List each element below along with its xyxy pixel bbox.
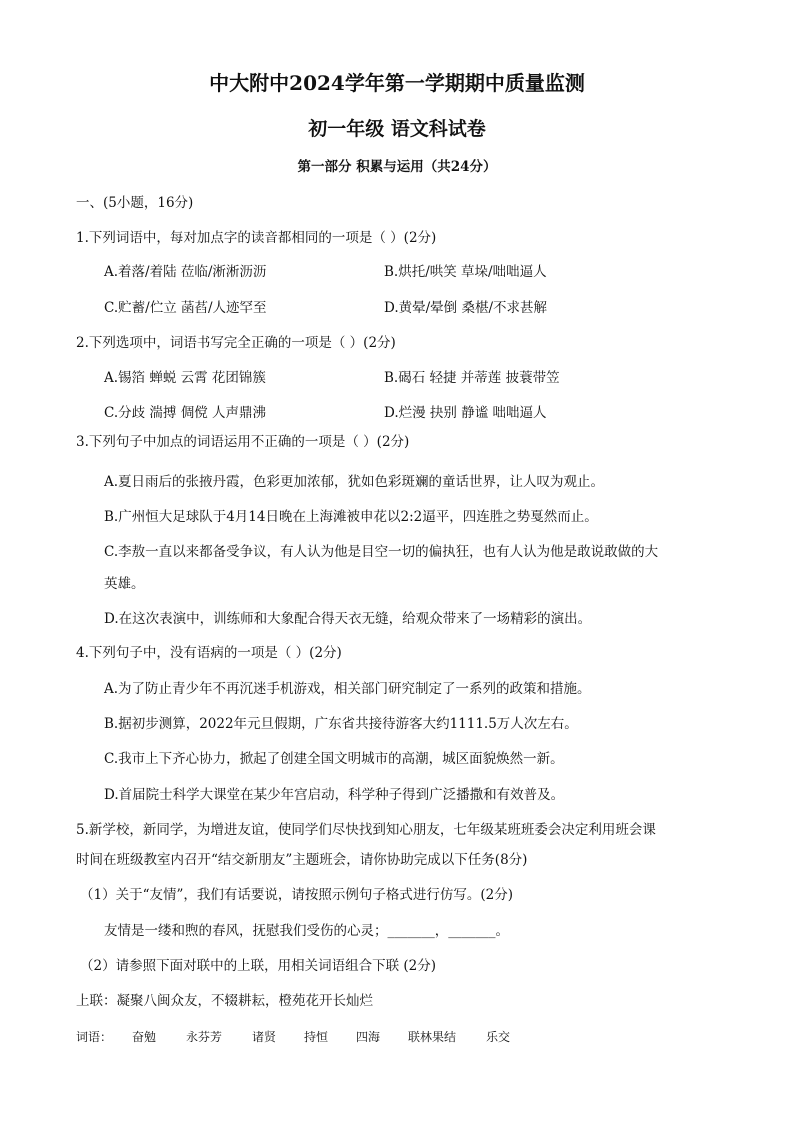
section-heading: 一、(5小题，16分) <box>76 195 194 211</box>
q3-option-a: A.夏日雨后的张掖丹霞，色彩更加浓郁，犹如色彩斑斓的童话世界，让人叹为观止。 <box>104 474 605 490</box>
q3-option-b: B.广州恒大足球队于4月14日晚在上海滩被申花以2:2逼平，四连胜之势戛然而止。 <box>104 509 598 525</box>
exam-title: 中大附中2024学年第一学期期中质量监测 <box>209 71 585 95</box>
q5-subquestion-2: （2）请参照下面对联中的上联，用相关词语组合下联 (2分) <box>80 958 437 974</box>
q5-stem-line2: 时间在班级教室内召开“结交新朋友”主题班会，请你协助完成以下任务(8分) <box>76 852 528 868</box>
q1-option-a: A.着落/着陆 莅临/淅淅沥沥 <box>104 264 267 280</box>
part-heading: 第一部分 积累与运用（共24分） <box>297 159 497 175</box>
q5-example-sentence: 友情是一缕和煦的春风，抚慰我们受伤的心灵；_______，_______。 <box>104 923 509 939</box>
word-item: 联林果结 <box>408 1030 457 1044</box>
q1-stem: 1.下列词语中，每对加点字的读音都相同的一项是（ ）(2分) <box>76 230 437 246</box>
q2-option-c: C.分歧 湍搏 倜傥 人声鼎沸 <box>104 405 267 421</box>
q3-option-d: D.在这次表演中，训练师和大象配合得天衣无缝，给观众带来了一场精彩的演出。 <box>104 611 592 627</box>
q5-upper-couplet: 上联：凝聚八闽众友，不辍耕耘，橙苑花开长灿烂 <box>76 993 373 1009</box>
word-item: 乐交 <box>486 1030 511 1044</box>
q3-option-c-line2: 英雄。 <box>104 576 145 592</box>
q4-option-c: C.我市上下齐心协力，掀起了创建全国文明城市的高潮，城区面貌焕然一新。 <box>104 751 564 767</box>
q5-subquestion-1: （1）关于“友情”，我们有话要说，请按照示例句子格式进行仿写。(2分) <box>80 887 514 903</box>
word-item: 奋勉 <box>132 1030 157 1044</box>
exam-subtitle: 初一年级 语文科试卷 <box>308 118 486 140</box>
q2-option-a: A.锡箔 蝉蜕 云霄 花团锦簇 <box>104 370 266 386</box>
q1-option-b: B.烘托/哄笑 草垛/咄咄逼人 <box>384 264 547 280</box>
q2-option-b: B.碣石 轻捷 并蒂莲 披蓑带笠 <box>384 370 560 386</box>
q4-stem: 4.下列句子中，没有语病的一项是（ ）(2分) <box>76 645 342 661</box>
word-item: 四海 <box>356 1030 381 1044</box>
q4-option-a: A.为了防止青少年不再沉迷手机游戏，相关部门研究制定了一系列的政策和措施。 <box>104 681 591 697</box>
q2-option-d: D.烂漫 抉别 静谧 咄咄逼人 <box>384 405 547 421</box>
q5-word-list <box>76 1028 536 1048</box>
q1-option-c: C.贮蓄/伫立 菡萏/人迹罕至 <box>104 300 267 316</box>
word-item: 诸贤 <box>252 1030 277 1044</box>
word-item: 永芬芳 <box>186 1030 223 1044</box>
q3-stem: 3.下列句子中加点的词语运用不正确的一项是（ ）(2分) <box>76 434 410 450</box>
q1-option-d: D.黄晕/晕倒 桑椹/不求甚解 <box>384 300 548 316</box>
q5-stem-line1: 5.新学校，新同学，为增进友谊，使同学们尽快找到知心朋友，七年级某班班委会决定利用班会课 <box>76 822 656 838</box>
word-item: 持恒 <box>304 1030 329 1044</box>
word-list-label: 词语： <box>76 1030 113 1044</box>
q2-stem: 2.下列选项中，词语书写完全正确的一项是（ ）(2分) <box>76 335 396 351</box>
q4-option-b: B.据初步测算，2022年元旦假期，广东省共接待游客大约1111.5万人次左右。 <box>104 716 578 732</box>
q4-option-d: D.首届院士科学大课堂在某少年宫启动，科学种子得到广泛播撒和有效普及。 <box>104 787 565 803</box>
q3-option-c-line1: C.李敖一直以来都备受争议，有人认为他是目空一切的偏执狂，也有人认为他是敢说敢做的大 <box>104 544 659 560</box>
